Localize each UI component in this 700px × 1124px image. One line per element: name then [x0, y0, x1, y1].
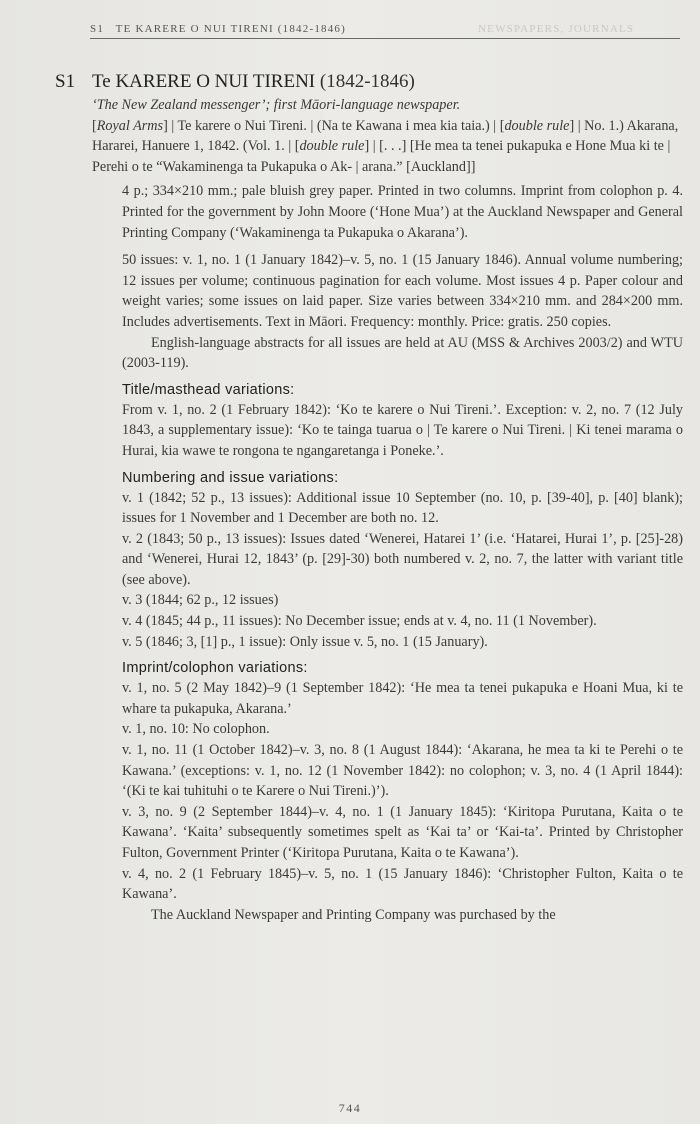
numbering-section — [122, 488, 683, 653]
physical-description: 4 p.; 334×210 mm.; pale bluish grey paper. Printed in two columns. Imprint from colophon p. 4. Printed for the government by John Moore (‘Hone Mua’) at the Auckland Newspaper and General Printing Company (‘Wakaminenga ta Pukapuka o Akarana’). — [122, 183, 683, 241]
imprint-item: v. 3, no. 9 (2 September 1844)–v. 4, no. 1 (1 January 1845): ‘Kiritopa Purutana, Kaita o te Kawana’. ‘Kaita’ subsequently sometimes spelt as ‘Kai ta’ or ‘Kai-ta’. Printed by Christopher Fulton, Government Printer (‘Kiritopa Purutana, Kaita o te Kawana’). — [122, 803, 683, 861]
numbering-item: v. 4 (1845; 44 p., 11 issues): No December issue; ends at v. 4, no. 11 (1 November). — [122, 613, 597, 630]
show-through-text: NEWSPAPERS, JOURNALS — [478, 23, 635, 35]
numbering-item: v. 1 (1842; 52 p., 13 issues): Additional issue 10 September (no. 10, p. [39-40], p. [40] blank); issues for 1 November and 1 December are both no. 12. — [122, 489, 683, 527]
imprint-heading: Imprint/colophon variations: — [122, 660, 308, 677]
transcription-note: double rule — [504, 117, 570, 134]
abstracts-note: English-language abstracts for all issues are held at AU (MSS & Archives 2003/2) and WTU (2003-119). — [122, 334, 683, 372]
issues-description: 50 issues: v. 1, no. 1 (1 January 1842)–v. 5, no. 1 (15 January 1846). Annual volume numbering; 12 issues per volume; continuous pagination for each volume. Most issues 4 p. Paper colour and weight varies; some issues on laid paper. Size varies between 334×210 mm. and 284×200 mm. Includes advertisements. Text in Māori. Frequency: monthly. Price: gratis. 250 copies. — [122, 252, 683, 330]
title-transcription: [Royal Arms] | Te karere o Nui Tireni. | (Na te Kawana i mea kia taia.) | [double rule] | No. 1.) Akarana, Hararei, Hanuere 1, 1842. (Vol. 1. | [double rule] | [. . .] [He mea ta tenei pukapuka e Hone Mua ki te | Perehi o te “Wakaminenga ta Pukapuka o Ak- | arana.” [Auckland]] — [92, 117, 679, 175]
imprint-closing: The Auckland Newspaper and Printing Company was purchased by the — [151, 906, 556, 923]
transcription-text: ] | Te karere o Nui Tireni. | (Na te Kawana i mea kia taia.) | — [163, 117, 500, 134]
entry-code: S1 — [55, 71, 76, 92]
numbering-item: v. 2 (1843; 50 p., 13 issues): Issues dated ‘Wenerei, Hatarei 1’ (i.e. ‘Hatarei, Hurai 1’, p. [25]-28) and ‘Wenerei, Hurai 12, 1843’ (p. [29]-30) both numbered v. 2, no. 7, the latter with variant title (see above). — [122, 530, 683, 588]
masthead-text: From v. 1, no. 2 (1 February 1842): ‘Ko te karere o Nui Tireni.’. Exception: v. 2, no. 7 (12 July 1843, a supplementary issue): ‘Ko te tainga tuarua o | Te karere o Nui Tireni. | Ki tenei marama o Hurai, kia wawe te rongona te ngangaretanga i Poneke.’. — [122, 401, 683, 459]
running-head-text: S1 TE KARERE O NUI TIRENI (1842-1846) — [90, 23, 346, 35]
imprint-item: v. 1, no. 11 (1 October 1842)–v. 3, no. 8 (1 August 1844): ‘Akarana, he mea ta ki te Perehi o te Kawana.’ (exceptions: v. 1, no. 12 (1 November 1842): no colophon; v. 3, no. 4 (1 April 1844): ‘(Ki te kai tuhituhi o te Karere o Nui Tireni.)’). — [122, 742, 683, 800]
transcription-note: Royal Arms — [96, 117, 164, 134]
running-head — [90, 23, 680, 39]
transcription-text: ] | No. 1.) Akarana, Hararei, Hanuere 1, 1842. (Vol. 1. | [ — [92, 117, 679, 155]
masthead-heading: Title/masthead variations: — [122, 381, 295, 398]
entry-heading — [55, 70, 683, 94]
entry-dates: (1842-1846) — [319, 71, 415, 92]
page-number: 744 — [338, 1101, 362, 1115]
numbering-item: v. 5 (1846; 3, [1] p., 1 issue): Only issue v. 5, no. 1 (15 January). — [122, 633, 488, 650]
imprint-item: v. 1, no. 5 (2 May 1842)–9 (1 September 1842): ‘He mea ta tenei pukapuka e Hoani Mua, ki te whare ta pukapuka, Akarana.’ — [122, 680, 683, 717]
numbering-item: v. 3 (1844; 62 p., 12 issues) — [122, 592, 279, 609]
title-translation: ‘The New Zealand messenger’; first Māori-language newspaper. — [92, 97, 461, 113]
transcription-note: double rule — [299, 138, 365, 155]
description — [122, 181, 683, 373]
imprint-item: v. 1, no. 10: No colophon. — [122, 721, 270, 738]
entry-title: Te KARERE O NUI TIRENI — [92, 71, 316, 92]
transcription-text: ] | [. . .] [He mea ta tenei pukapuka e Hone Mua ki te | Perehi o te “Wakaminenga ta Pukapuka o Ak- | arana.” [Auckland]] — [92, 138, 671, 175]
imprint-section — [122, 678, 683, 925]
masthead-section — [122, 400, 683, 462]
imprint-item: v. 4, no. 2 (1 February 1845)–v. 5, no. 1 (15 January 1846): ‘Christopher Fulton, Kaita o te Kawana’. — [122, 865, 683, 903]
numbering-heading: Numbering and issue variations: — [122, 469, 339, 486]
catalogue-entry — [55, 70, 683, 925]
